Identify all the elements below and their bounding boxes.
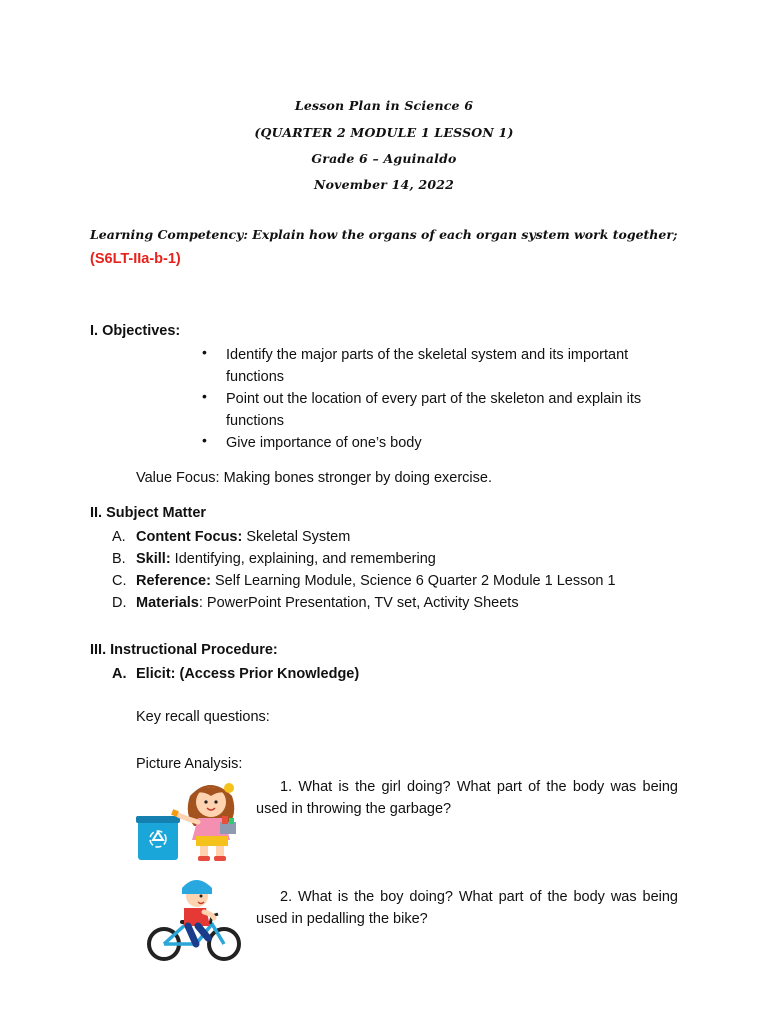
picture-analysis-label: Picture Analysis: — [136, 756, 243, 772]
bullet-marker: • — [202, 344, 207, 360]
subject-label: Materials — [136, 595, 199, 611]
boy-biking-illustration — [146, 874, 244, 964]
subject-label: Reference: — [136, 573, 211, 589]
value-focus: Value Focus: Making bones stronger by doing exercise. — [136, 470, 492, 486]
recall-questions-label: Key recall questions: — [136, 709, 270, 725]
lesson-date: November 14, 2022 — [313, 177, 455, 192]
lesson-grade: Grade 6 – Aguinaldo — [311, 151, 457, 166]
objective-item: Identify the major parts of the skeletal system and its important functions — [226, 347, 629, 385]
subject-item-content-focus — [136, 526, 350, 548]
subject-item-materials — [136, 592, 519, 614]
competency-code: (S6LT-IIa-b-1) — [90, 251, 181, 267]
subject-value: : PowerPoint Presentation, TV set, Activity Sheets — [198, 595, 519, 611]
subject-marker: D. — [112, 595, 127, 611]
subject-label: Content Focus: — [136, 529, 243, 545]
subject-marker: C. — [112, 573, 127, 589]
question-2: 2. What is the boy doing? What part of the body was being used in pedalling the bike? — [256, 889, 678, 927]
objective-item: Give importance of one’s body — [226, 435, 422, 451]
subject-item-reference — [136, 570, 616, 592]
competency-text: Learning Competency: Explain how the organs of each organ system work together; — [90, 227, 678, 242]
question-1: 1. What is the girl doing? What part of the body was being used in throwing the garbage? — [256, 779, 678, 817]
procedure-sub-heading: Elicit: (Access Prior Knowledge) — [136, 666, 360, 682]
learning-competency — [90, 223, 700, 271]
subject-value: Self Learning Module, Science 6 Quarter 2 Module 1 Lesson 1 — [210, 573, 616, 589]
bullet-marker: • — [202, 432, 207, 448]
subject-value: Identifying, explaining, and remembering — [170, 551, 436, 567]
subject-item-skill — [136, 548, 436, 570]
girl-figure — [171, 783, 236, 861]
boy-figure — [182, 880, 214, 944]
subject-value: Skeletal System — [242, 529, 351, 545]
lesson-quarter: (QUARTER 2 MODULE 1 LESSON 1) — [254, 125, 514, 140]
objective-item: Point out the location of every part of the skeleton and explain its functions — [226, 391, 642, 429]
procedure-sub-marker: A. — [112, 666, 127, 682]
lesson-title: Lesson Plan in Science 6 — [294, 98, 474, 113]
subject-marker: A. — [112, 529, 126, 545]
objectives-heading: I. Objectives: — [90, 323, 181, 339]
procedure-heading: III. Instructional Procedure: — [90, 642, 278, 658]
subject-marker: B. — [112, 551, 126, 567]
subject-label: Skill: — [136, 551, 171, 567]
girl-recycling-illustration — [134, 776, 246, 862]
bullet-marker: • — [202, 388, 207, 404]
recycle-bin — [136, 816, 180, 860]
subject-matter-heading: II. Subject Matter — [90, 505, 207, 521]
